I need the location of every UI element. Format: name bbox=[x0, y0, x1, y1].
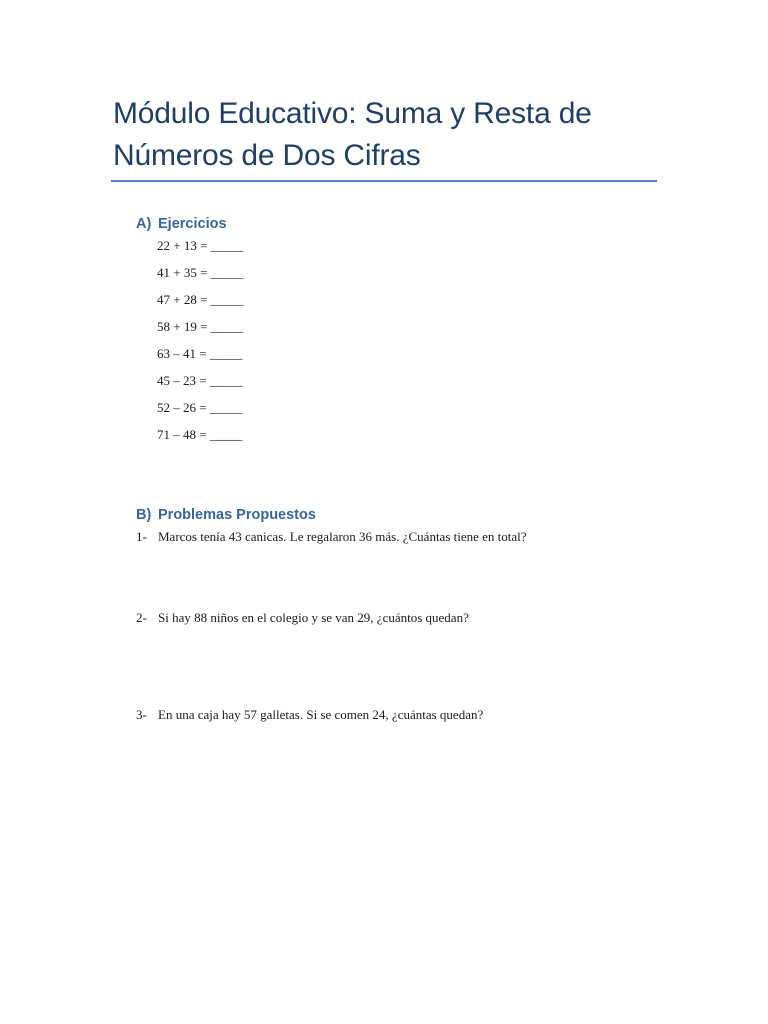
section-b-letter: B) bbox=[136, 507, 152, 523]
section-a-heading bbox=[136, 215, 227, 233]
section-a-letter: A) bbox=[136, 216, 152, 232]
exercise-item: 58 + 19 = _____ bbox=[157, 319, 244, 334]
problem-number: 2- bbox=[136, 610, 147, 625]
problem-number: 1- bbox=[136, 529, 147, 544]
problem-item bbox=[136, 609, 469, 627]
section-b-heading bbox=[136, 506, 316, 524]
exercise-list bbox=[157, 237, 243, 453]
exercise-item: 47 + 28 = _____ bbox=[157, 292, 244, 307]
exercise-item: 22 + 13 = _____ bbox=[157, 238, 244, 253]
problem-item bbox=[136, 706, 483, 724]
problem-text: Marcos tenía 43 canicas. Le regalaron 36 más. ¿Cuántas tiene en total? bbox=[158, 529, 527, 544]
section-a-title: Ejercicios bbox=[158, 216, 227, 232]
exercise-item: 63 – 41 = _____ bbox=[157, 346, 243, 361]
problem-text: En una caja hay 57 galletas. Si se comen 24, ¿cuántas quedan? bbox=[158, 707, 484, 722]
problem-text: Si hay 88 niños en el colegio y se van 29, ¿cuántos quedan? bbox=[158, 610, 469, 625]
exercise-item: 71 – 48 = _____ bbox=[157, 427, 243, 442]
title-divider bbox=[111, 180, 657, 182]
exercise-item: 52 – 26 = _____ bbox=[157, 400, 243, 415]
exercise-item: 41 + 35 = _____ bbox=[157, 265, 244, 280]
problem-number: 3- bbox=[136, 707, 147, 722]
section-b-title: Problemas Propuestos bbox=[158, 507, 316, 523]
problem-item bbox=[136, 528, 527, 546]
exercise-item: 45 – 23 = _____ bbox=[157, 373, 243, 388]
page-title: Módulo Educativo: Suma y Resta de Números de Dos Cifras bbox=[113, 97, 592, 172]
